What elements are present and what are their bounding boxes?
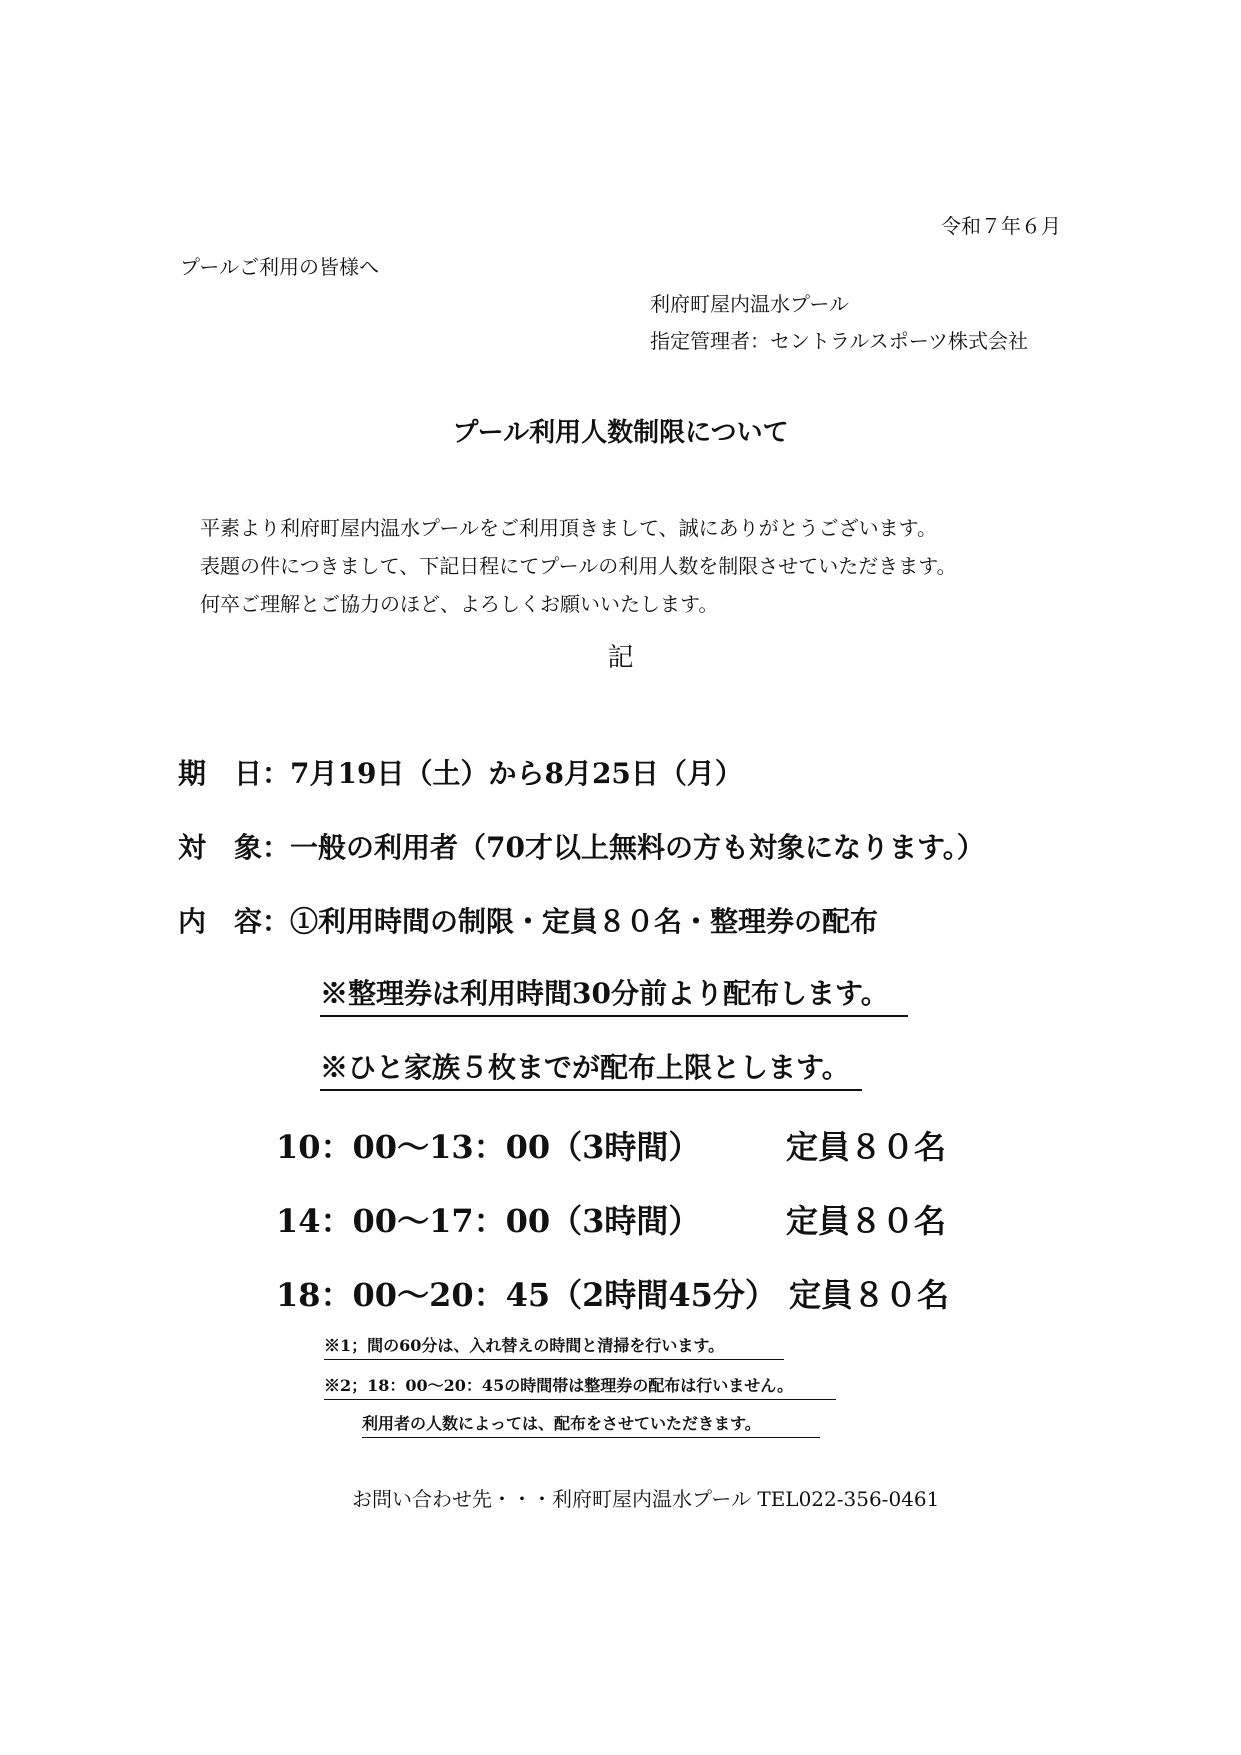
note-ticket: ※整理券は利用時間30分前より配布します。: [320, 972, 908, 1017]
note-family: ※ひと家族５枚までが配布上限とします。: [320, 1046, 862, 1091]
ki-heading: 記: [607, 643, 634, 673]
fine-print-3: 利用者の人数によっては、配布をさせていただきます。: [362, 1411, 820, 1438]
schedule-slot-2-capacity: 定員８０名: [786, 1202, 947, 1240]
body-line-1: 平素より利府町屋内温水プールをご利用頂きまして、誠にありがとうございます。: [200, 516, 937, 540]
schedule-slot-3-capacity: 定員８０名: [789, 1276, 950, 1314]
detail-date-label: 期 日：: [178, 757, 291, 790]
contact-info: お問い合わせ先・・・利府町屋内温水プール TEL022-356-0461: [352, 1487, 940, 1511]
fine-print-2: ※2；18：00～20：45の時間帯は整理券の配布は行いません。: [324, 1373, 836, 1400]
page-title: プール利用人数制限について: [452, 418, 789, 448]
detail-target-value: 一般の利用者（70才以上無料の方も対象になります。）: [290, 831, 985, 864]
notice-date: 令和７年６月: [941, 214, 1061, 238]
detail-target-label: 対 象：: [178, 831, 291, 864]
detail-date-value: 7月19日（土）から8月25日（月）: [290, 757, 743, 790]
detail-date: [178, 752, 743, 792]
body-line-3: 何卒ご理解とご協力のほど、よろしくお願いいたします。: [200, 592, 719, 616]
schedule-slot-3-time: 18：00～20：45（2時間45分）: [276, 1276, 777, 1314]
detail-target: [178, 826, 985, 866]
schedule-slot-1-capacity: 定員８０名: [786, 1128, 947, 1166]
schedule-slot-2-time: 14：00～17：00（3時間）: [276, 1202, 701, 1240]
facility-name: 利府町屋内温水プール: [650, 292, 849, 316]
detail-content-label: 内 容：: [178, 905, 291, 938]
detail-content-value: ①利用時間の制限・定員８０名・整理券の配布: [290, 905, 879, 938]
detail-content: [178, 900, 878, 940]
addressee: プールご利用の皆様へ: [180, 255, 379, 279]
manager-name: 指定管理者：セントラルスポーツ株式会社: [650, 329, 1028, 353]
body-line-2: 表題の件につきまして、下記日程にてプールの利用人数を制限させていただきます。: [200, 554, 957, 578]
fine-print-1: ※1；間の60分は、入れ替えの時間と清掃を行います。: [324, 1333, 784, 1360]
schedule-slot-1-time: 10：00～13：00（3時間）: [276, 1128, 701, 1166]
